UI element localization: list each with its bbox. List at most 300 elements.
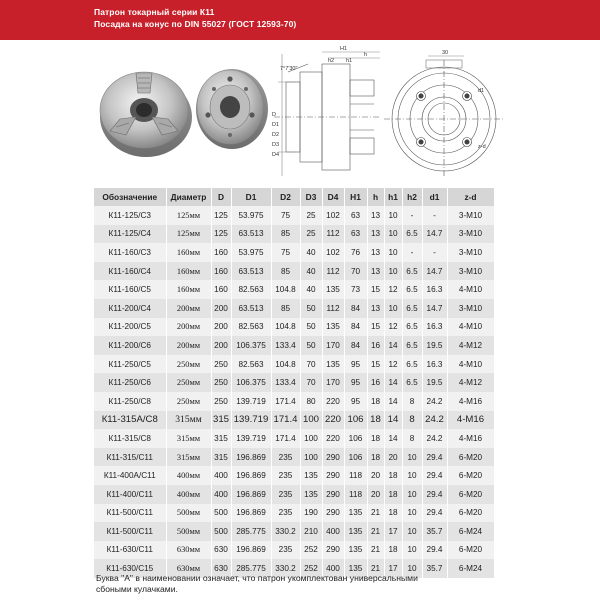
table-cell: 196.869	[231, 485, 271, 504]
table-cell: 75	[271, 206, 300, 225]
table-cell: 13	[367, 206, 384, 225]
dim-label-angle: 7°7'30"	[280, 66, 298, 72]
table-cell: 12	[384, 355, 402, 374]
table-cell: 133.4	[271, 373, 300, 392]
table-cell: 6.5	[402, 355, 422, 374]
dim-label-h2: h2	[328, 58, 335, 64]
table-cell: 330.2	[271, 522, 300, 541]
table-cell: 290	[322, 448, 344, 467]
table-cell: 315	[211, 448, 231, 467]
table-cell: 29.4	[422, 504, 447, 523]
table-cell: 18	[384, 485, 402, 504]
table-cell: 200мм	[166, 299, 211, 318]
table-cell: 24.2	[422, 392, 447, 411]
table-cell: 29.4	[422, 466, 447, 485]
table-cell: 135	[300, 466, 322, 485]
table-cell: 118	[344, 466, 367, 485]
table-cell: 630	[211, 559, 231, 578]
table-cell: 4-М12	[447, 373, 494, 392]
table-cell: К11-400/С11	[94, 485, 166, 504]
page-title: Патрон токарный серии К11	[94, 7, 215, 17]
table-cell: 10	[402, 485, 422, 504]
table-cell: 18	[384, 466, 402, 485]
table-cell: 40	[300, 262, 322, 281]
table-cell: 200мм	[166, 336, 211, 355]
footnote	[96, 573, 516, 595]
table-cell: 20	[367, 466, 384, 485]
table-cell: 125	[211, 225, 231, 244]
table-row	[94, 318, 494, 337]
table-cell: 24.2	[422, 429, 447, 448]
table-cell: 171.4	[271, 429, 300, 448]
table-cell: 3-М10	[447, 225, 494, 244]
table-cell: 139.719	[231, 392, 271, 411]
table-cell: 19.5	[422, 373, 447, 392]
table-cell: 139.719	[231, 429, 271, 448]
chuck-back-photo	[196, 69, 268, 149]
table-row	[94, 485, 494, 504]
table-cell: -	[402, 206, 422, 225]
table-row	[94, 355, 494, 374]
dim-label-d4: D4	[272, 152, 280, 158]
table-cell: 35.7	[422, 559, 447, 578]
table-cell: 50	[300, 299, 322, 318]
table-cell: 3-М10	[447, 262, 494, 281]
table-cell: 15	[367, 318, 384, 337]
table-cell: 13	[367, 299, 384, 318]
table-cell: 315	[211, 411, 231, 430]
table-cell: 16	[367, 373, 384, 392]
table-cell: 135	[344, 522, 367, 541]
column-header: h	[367, 188, 384, 206]
table-cell: 6.5	[402, 280, 422, 299]
table-cell: 200мм	[166, 318, 211, 337]
table-header-row	[94, 188, 494, 206]
table-cell: 95	[344, 355, 367, 374]
column-header: D	[211, 188, 231, 206]
table-cell: 104.8	[271, 280, 300, 299]
table-cell: 315мм	[166, 429, 211, 448]
table-cell: 24.2	[422, 411, 447, 430]
table-cell: 135	[344, 559, 367, 578]
table-cell: 70	[300, 373, 322, 392]
column-header: Диаметр	[166, 188, 211, 206]
column-header: D2	[271, 188, 300, 206]
table-cell: 15	[367, 280, 384, 299]
table-cell: К11-160/С4	[94, 262, 166, 281]
table-cell: 40	[300, 280, 322, 299]
table-cell: 6-М20	[447, 448, 494, 467]
table-cell: 29.4	[422, 448, 447, 467]
dim-label-d: D	[272, 112, 276, 118]
table-row	[94, 466, 494, 485]
table-cell: 20	[367, 485, 384, 504]
table-cell: 4-М16	[447, 411, 494, 430]
table-cell: К11-250/С5	[94, 355, 166, 374]
table-cell: 73	[344, 280, 367, 299]
table-cell: 63.513	[231, 299, 271, 318]
table-cell: 21	[367, 541, 384, 560]
table-row	[94, 225, 494, 244]
table-cell: 10	[402, 559, 422, 578]
table-cell: 17	[384, 522, 402, 541]
table-cell: 8	[402, 411, 422, 430]
table-cell: 50	[300, 336, 322, 355]
table-cell: 4-М10	[447, 280, 494, 299]
table-cell: 630мм	[166, 559, 211, 578]
table-cell: 4-М16	[447, 429, 494, 448]
table-cell: К11-315А/С8	[94, 411, 166, 430]
table-cell: 20	[384, 448, 402, 467]
table-cell: К11-160/С5	[94, 280, 166, 299]
table-cell: 95	[344, 392, 367, 411]
table-cell: 25	[300, 206, 322, 225]
table-cell: 13	[367, 262, 384, 281]
table-cell: 3-М10	[447, 206, 494, 225]
table-cell: 18	[367, 429, 384, 448]
table-cell: 10	[402, 541, 422, 560]
table-cell: 16	[367, 336, 384, 355]
spec-table	[94, 188, 495, 578]
table-cell: 250мм	[166, 392, 211, 411]
table-cell: К11-125/С4	[94, 225, 166, 244]
table-cell: 10	[384, 299, 402, 318]
table-cell: 400мм	[166, 485, 211, 504]
table-cell: К11-400А/С11	[94, 466, 166, 485]
table-cell: 500мм	[166, 522, 211, 541]
table-cell: 10	[402, 448, 422, 467]
table-cell: 13	[367, 225, 384, 244]
table-cell: 171.4	[271, 411, 300, 430]
table-cell: 160мм	[166, 262, 211, 281]
table-row	[94, 373, 494, 392]
table-cell: 135	[344, 541, 367, 560]
dim-label-30: 30	[442, 50, 449, 56]
table-cell: 160мм	[166, 243, 211, 262]
table-cell: 18	[367, 392, 384, 411]
table-cell: 4-М10	[447, 318, 494, 337]
dim-label-h: h	[364, 52, 368, 58]
table-cell: К11-160/С3	[94, 243, 166, 262]
table-cell: 500мм	[166, 504, 211, 523]
table-cell: 630мм	[166, 541, 211, 560]
table-cell: 196.869	[231, 466, 271, 485]
table-cell: К11-315/С8	[94, 429, 166, 448]
table-row	[94, 411, 494, 430]
table-cell: 106	[344, 429, 367, 448]
table-cell: 14.7	[422, 225, 447, 244]
table-cell: 63	[344, 206, 367, 225]
table-cell: 190	[300, 504, 322, 523]
table-cell: 315мм	[166, 411, 211, 430]
table-cell: 6.5	[402, 318, 422, 337]
table-cell: 10	[402, 522, 422, 541]
table-cell: К11-250/С8	[94, 392, 166, 411]
table-cell: 70	[344, 262, 367, 281]
table-cell: 125	[211, 206, 231, 225]
table-cell: 250мм	[166, 373, 211, 392]
table-cell: 400	[211, 466, 231, 485]
table-cell: 85	[271, 299, 300, 318]
product-photos	[96, 55, 271, 165]
table-cell: 290	[322, 485, 344, 504]
table-cell: 6.5	[402, 336, 422, 355]
table-cell: К11-500/С11	[94, 504, 166, 523]
table-cell: 25	[300, 225, 322, 244]
table-cell: 29.4	[422, 541, 447, 560]
table-cell: 400мм	[166, 466, 211, 485]
table-cell: 220	[322, 411, 344, 430]
table-row	[94, 280, 494, 299]
table-cell: 290	[322, 541, 344, 560]
table-row	[94, 299, 494, 318]
table-cell: 6-М24	[447, 522, 494, 541]
table-cell: 14.7	[422, 299, 447, 318]
table-cell: 171.4	[271, 392, 300, 411]
table-cell: 21	[367, 522, 384, 541]
table-cell: 235	[271, 485, 300, 504]
table-cell: 139.719	[231, 411, 271, 430]
table-cell: 6-М20	[447, 541, 494, 560]
table-cell: 160	[211, 280, 231, 299]
table-cell: 112	[322, 225, 344, 244]
table-cell: 85	[271, 262, 300, 281]
table-cell: 135	[344, 504, 367, 523]
table-cell: К11-630/С15	[94, 559, 166, 578]
table-cell: 63.513	[231, 262, 271, 281]
column-header: D3	[300, 188, 322, 206]
dim-label-d1-small: d1	[478, 88, 485, 94]
table-row	[94, 504, 494, 523]
table-row	[94, 541, 494, 560]
table-cell: 290	[322, 504, 344, 523]
table-cell: 8	[402, 429, 422, 448]
table-cell: 315мм	[166, 448, 211, 467]
table-cell: 285.775	[231, 522, 271, 541]
table-cell: 106	[344, 411, 367, 430]
table-cell: К11-250/С6	[94, 373, 166, 392]
footnote-line: Буква "А" в наименовании означает, что патрон укомплектован универсальными	[96, 573, 418, 583]
table-cell: 35.7	[422, 522, 447, 541]
table-cell: 135	[322, 280, 344, 299]
dim-label-zd: z-d	[478, 144, 486, 150]
table-cell: 125мм	[166, 206, 211, 225]
table-cell: К11-315/С11	[94, 448, 166, 467]
table-cell: 53.975	[231, 206, 271, 225]
technical-drawing	[268, 44, 504, 184]
table-cell: 17	[384, 559, 402, 578]
table-row	[94, 336, 494, 355]
table-cell: 12	[384, 280, 402, 299]
table-cell: 3-М10	[447, 299, 494, 318]
table-cell: 84	[344, 299, 367, 318]
table-cell: 4-М16	[447, 392, 494, 411]
column-header: Обозначение	[94, 188, 166, 206]
table-cell: 285.775	[231, 559, 271, 578]
table-cell: 14	[384, 336, 402, 355]
table-row	[94, 448, 494, 467]
table-cell: 6-М24	[447, 559, 494, 578]
table-cell: 6.5	[402, 373, 422, 392]
table-cell: 135	[300, 485, 322, 504]
jaw-shape	[136, 73, 152, 93]
table-cell: 16.3	[422, 355, 447, 374]
table-row	[94, 206, 494, 225]
table-cell: -	[402, 243, 422, 262]
table-cell: 100	[300, 411, 322, 430]
table-cell: 16.3	[422, 280, 447, 299]
table-cell: 14	[384, 392, 402, 411]
table-cell: -	[422, 243, 447, 262]
table-cell: 70	[300, 355, 322, 374]
table-cell: К11-500/С11	[94, 522, 166, 541]
table-cell: 10	[384, 243, 402, 262]
column-header: D4	[322, 188, 344, 206]
table-cell: 3-М10	[447, 243, 494, 262]
table-cell: 500	[211, 522, 231, 541]
table-row	[94, 429, 494, 448]
table-cell: 170	[322, 373, 344, 392]
column-header: h1	[384, 188, 402, 206]
table-cell: 18	[384, 504, 402, 523]
table-cell: 8	[402, 392, 422, 411]
dim-label-d3: D3	[272, 142, 280, 148]
column-header: d1	[422, 188, 447, 206]
table-cell: 196.869	[231, 541, 271, 560]
table-cell: 18	[367, 411, 384, 430]
table-cell: 104.8	[271, 355, 300, 374]
table-cell: 14.7	[422, 262, 447, 281]
table-cell: 220	[322, 429, 344, 448]
dim-label-d1: D1	[272, 122, 280, 128]
table-cell: 250мм	[166, 355, 211, 374]
table-cell: 200	[211, 299, 231, 318]
table-cell: 106.375	[231, 373, 271, 392]
table-cell: 400	[211, 485, 231, 504]
table-cell: 118	[344, 485, 367, 504]
table-cell: 14	[384, 373, 402, 392]
table-cell: 29.4	[422, 485, 447, 504]
table-cell: 6-М20	[447, 466, 494, 485]
dim-label-h1: H1	[340, 46, 348, 52]
table-row	[94, 243, 494, 262]
table-cell: 10	[384, 225, 402, 244]
page-subtitle: Посадка на конус по DIN 55027 (ГОСТ 12593-70)	[94, 19, 297, 29]
table-cell: 133.4	[271, 336, 300, 355]
table-cell: 106.375	[231, 336, 271, 355]
table-cell: 250	[211, 392, 231, 411]
table-cell: 50	[300, 318, 322, 337]
table-cell: 10	[384, 206, 402, 225]
table-cell: 100	[300, 448, 322, 467]
table-cell: 125мм	[166, 225, 211, 244]
table-cell: 250	[211, 355, 231, 374]
table-cell: 6.5	[402, 225, 422, 244]
table-cell: 10	[402, 504, 422, 523]
dim-label-d2: D2	[272, 132, 280, 138]
table-cell: 4-М12	[447, 336, 494, 355]
table-cell: 106	[344, 448, 367, 467]
table-row	[94, 392, 494, 411]
table-cell: 135	[322, 318, 344, 337]
table-cell: 200	[211, 336, 231, 355]
table-row	[94, 262, 494, 281]
table-cell: 235	[271, 448, 300, 467]
footnote-line: сбоными кулачками.	[96, 584, 178, 594]
table-cell: 400	[322, 559, 344, 578]
table-cell: 19.5	[422, 336, 447, 355]
column-header: D1	[231, 188, 271, 206]
table-cell: 14	[384, 411, 402, 430]
table-cell: 6-М20	[447, 504, 494, 523]
table-cell: 95	[344, 373, 367, 392]
table-cell: 4-М10	[447, 355, 494, 374]
table-cell: 235	[271, 541, 300, 560]
table-cell: 6-М20	[447, 485, 494, 504]
table-cell: 252	[300, 559, 322, 578]
table-cell: 160	[211, 262, 231, 281]
table-cell: 84	[344, 318, 367, 337]
table-cell: 53.975	[231, 243, 271, 262]
table-cell: 250	[211, 373, 231, 392]
title-banner	[0, 0, 600, 40]
table-cell: 6.5	[402, 262, 422, 281]
table-cell: 160	[211, 243, 231, 262]
table-cell: 196.869	[231, 504, 271, 523]
table-cell: 290	[322, 466, 344, 485]
table-cell: 18	[367, 448, 384, 467]
table-body	[94, 206, 494, 578]
table-cell: 170	[322, 336, 344, 355]
table-cell: 135	[322, 355, 344, 374]
table-cell: 100	[300, 429, 322, 448]
table-cell: К11-200/С4	[94, 299, 166, 318]
column-header: h2	[402, 188, 422, 206]
table-cell: 220	[322, 392, 344, 411]
table-cell: 16.3	[422, 318, 447, 337]
table-cell: 82.563	[231, 318, 271, 337]
table-cell: 14	[384, 429, 402, 448]
table-cell: 21	[367, 504, 384, 523]
table-cell: 112	[322, 262, 344, 281]
table-cell: 18	[384, 541, 402, 560]
table-cell: 196.869	[231, 448, 271, 467]
table-cell: К11-200/С5	[94, 318, 166, 337]
table-cell: К11-200/С6	[94, 336, 166, 355]
table-cell: 235	[271, 466, 300, 485]
table-cell: 630	[211, 541, 231, 560]
table-cell: 15	[367, 355, 384, 374]
title-text-block	[94, 6, 296, 30]
table-cell: 210	[300, 522, 322, 541]
table-cell: 21	[367, 559, 384, 578]
table-cell: 102	[322, 243, 344, 262]
table-cell: 84	[344, 336, 367, 355]
table-row	[94, 522, 494, 541]
table-cell: 10	[384, 262, 402, 281]
table-cell: 6.5	[402, 299, 422, 318]
front-view-drawing	[384, 56, 504, 178]
table-cell: 104.8	[271, 318, 300, 337]
table-cell: 102	[322, 206, 344, 225]
table-cell: 500	[211, 504, 231, 523]
table-cell: 315	[211, 429, 231, 448]
table-cell: 75	[271, 243, 300, 262]
table-cell: 235	[271, 504, 300, 523]
table-cell: 160мм	[166, 280, 211, 299]
table-cell: -	[422, 206, 447, 225]
table-cell: 80	[300, 392, 322, 411]
